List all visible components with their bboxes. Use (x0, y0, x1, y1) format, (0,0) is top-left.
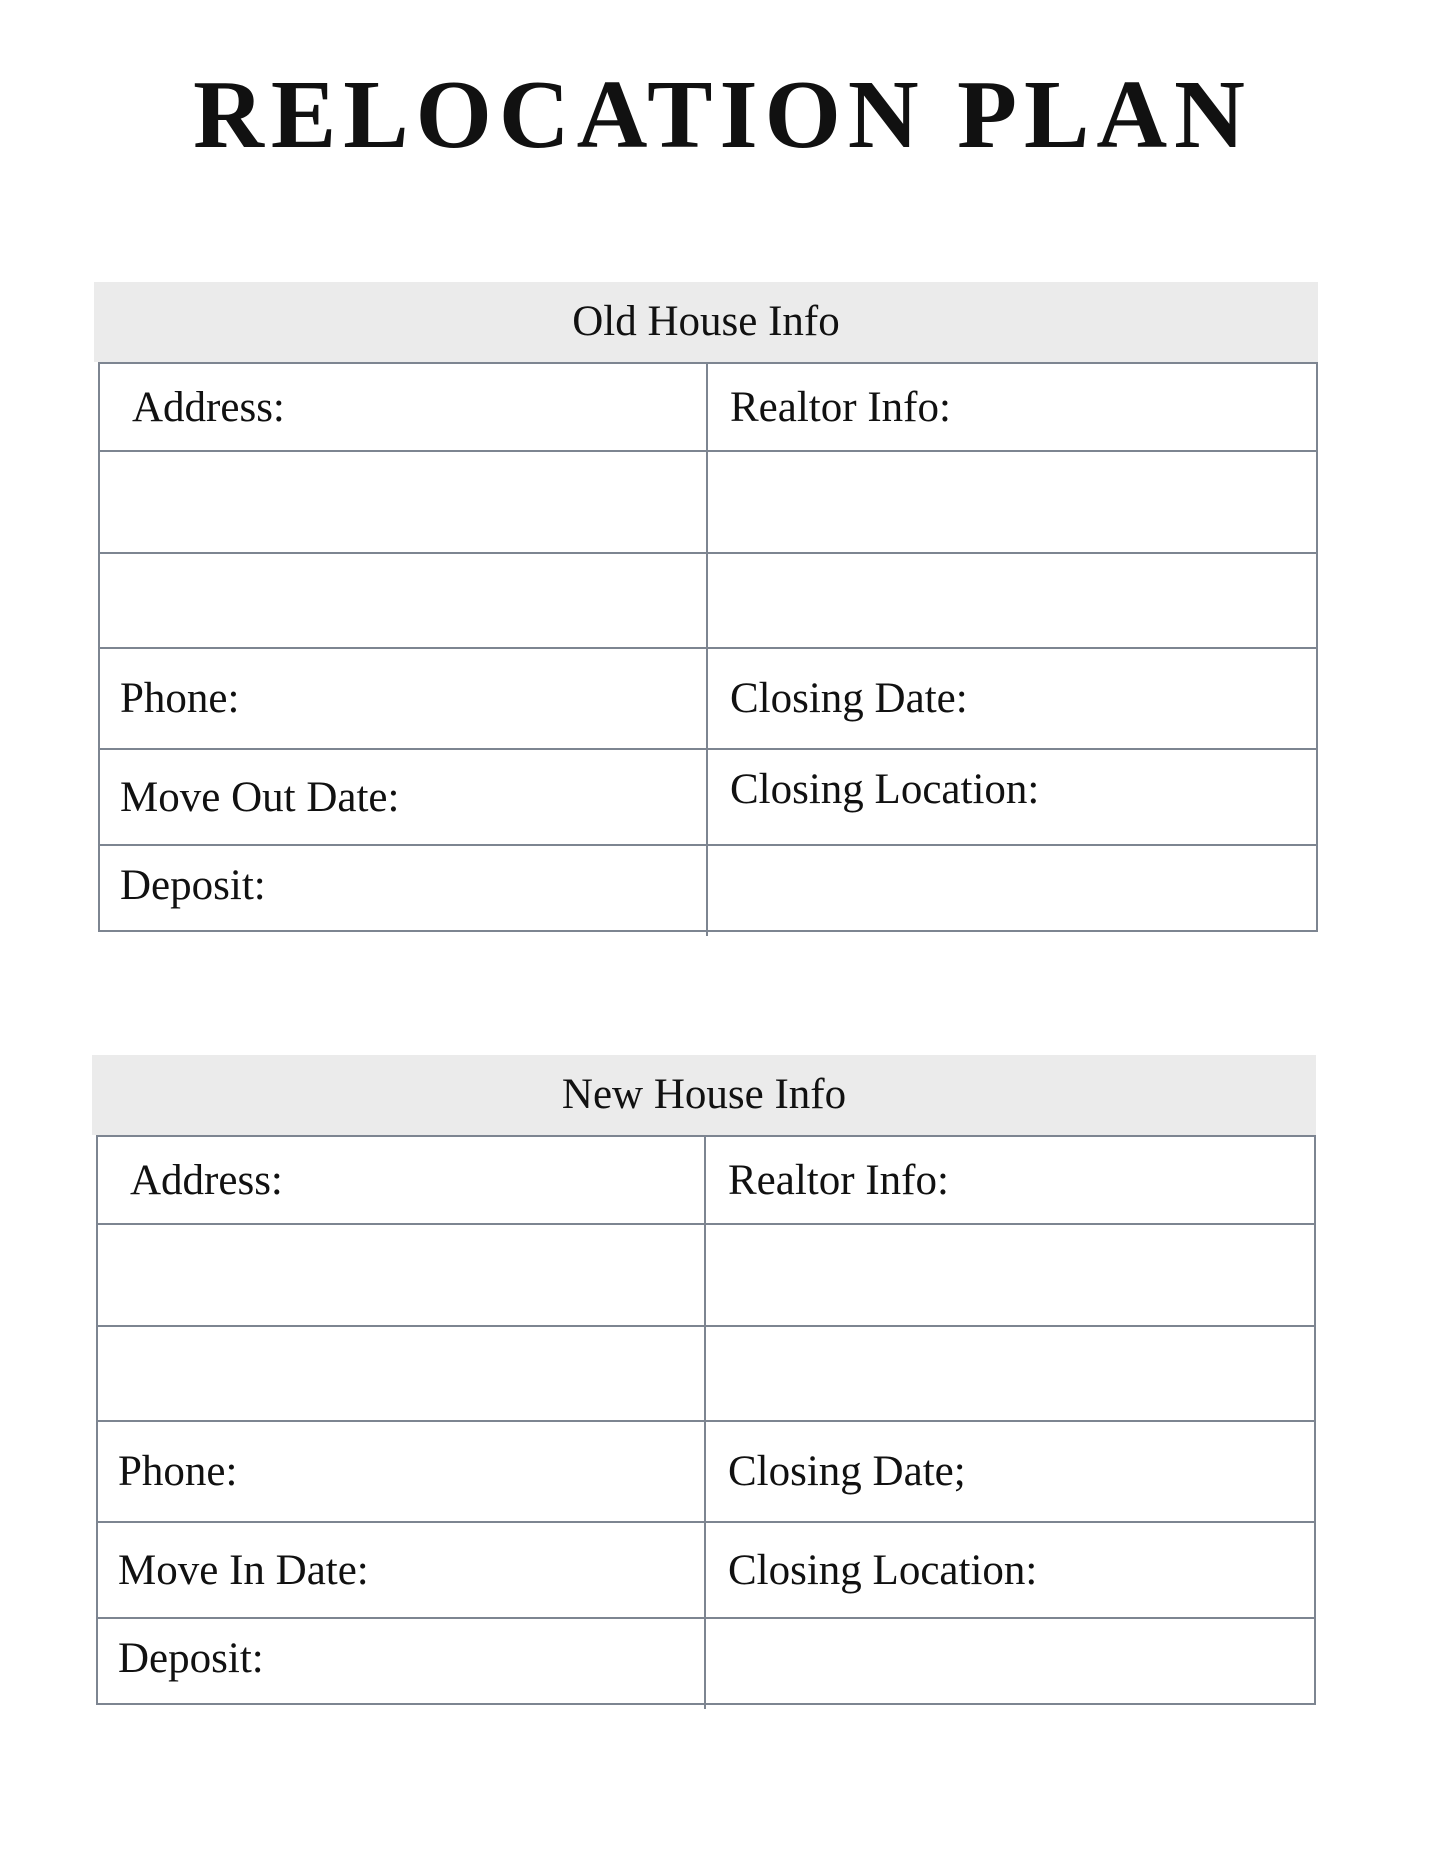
phone-label: Phone: (120, 675, 240, 722)
closing-location-label: Closing Location: (728, 1547, 1038, 1594)
row-divider (98, 1521, 1314, 1523)
new-house-header: New House Info (92, 1055, 1316, 1135)
address-entry-line-2[interactable] (100, 554, 706, 647)
closing-location-label: Closing Location: (730, 766, 1040, 813)
row-divider (100, 844, 1316, 846)
old-house-section (94, 282, 1318, 932)
column-divider (706, 364, 708, 936)
move-out-date-label: Move Out Date: (120, 774, 400, 821)
realtor-entry-line-2[interactable] (706, 1327, 1316, 1420)
realtor-info-label: Realtor Info: (728, 1157, 949, 1204)
move-in-date-label: Move In Date: (118, 1547, 369, 1594)
deposit-label: Deposit: (120, 862, 266, 909)
new-house-section (92, 1055, 1316, 1707)
page-title: RELOCATION PLAN (193, 61, 1252, 169)
row-divider (98, 1420, 1314, 1422)
address-entry-line-2[interactable] (98, 1327, 704, 1420)
deposit-label: Deposit: (118, 1635, 264, 1682)
new-house-form-grid (96, 1135, 1316, 1705)
address-entry-line-1[interactable] (98, 1225, 704, 1325)
address-label: Address: (132, 384, 285, 431)
address-label: Address: (130, 1157, 283, 1204)
closing-date-label: Closing Date: (730, 675, 968, 722)
realtor-entry-line-1[interactable] (708, 452, 1318, 552)
realtor-info-label: Realtor Info: (730, 384, 951, 431)
row-divider (100, 748, 1316, 750)
realtor-entry-line-1[interactable] (706, 1225, 1316, 1325)
closing-date-label: Closing Date; (728, 1448, 966, 1495)
address-entry-line-1[interactable] (100, 452, 706, 552)
old-house-header: Old House Info (94, 282, 1318, 362)
column-divider (704, 1137, 706, 1709)
old-house-form-grid (98, 362, 1318, 932)
row-divider (98, 1617, 1314, 1619)
phone-label: Phone: (118, 1448, 238, 1495)
realtor-entry-line-2[interactable] (708, 554, 1318, 647)
row-divider (100, 647, 1316, 649)
